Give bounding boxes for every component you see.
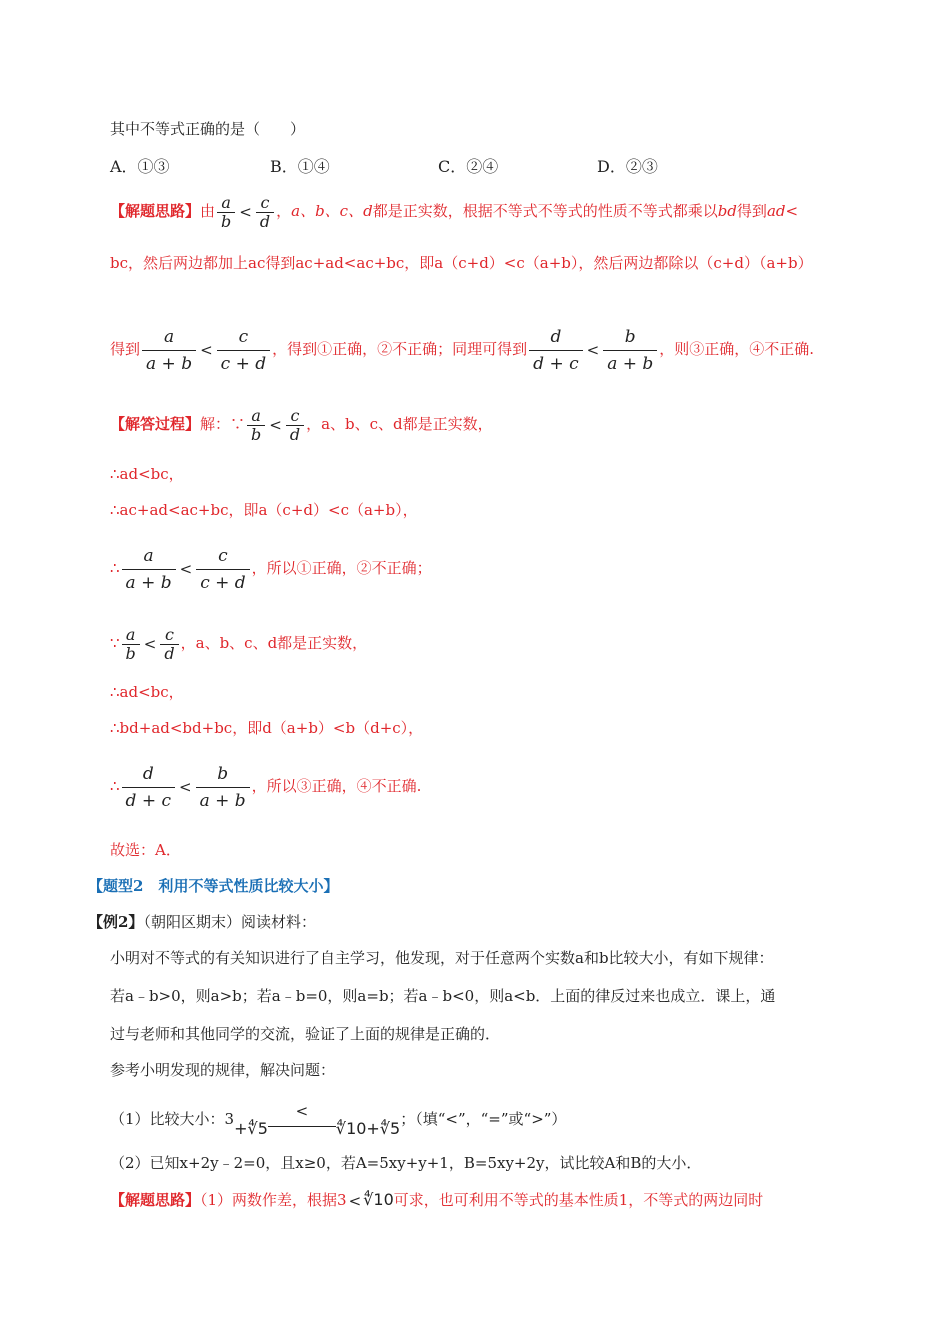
example-q1 (110, 1096, 566, 1144)
less-than: < (239, 203, 252, 221)
thinking2-line (110, 1187, 763, 1214)
process-label: 【解答过程】 (110, 415, 201, 433)
fraction-a-over-b: $\frac{a}{b}$ (217, 194, 235, 231)
thinking-ad: ad< (766, 202, 799, 220)
process-s5: ，a、b、c、d都是正实数， (180, 634, 368, 652)
option-c: C．②④ (438, 157, 499, 176)
thinking-p1: 由 (200, 202, 216, 220)
process-line-5 (110, 622, 367, 665)
fraction-c-over-d: $\frac{c}{d}$ (160, 626, 178, 663)
thinking-label: 【解题思路】 (110, 202, 201, 220)
thinking-p1b: ， (276, 202, 292, 220)
less-than: < (179, 560, 193, 578)
thinking-line-1 (110, 190, 798, 233)
thinking-p3c: ，则③正确，④不正确. (659, 340, 815, 358)
q1-pre: （1）比较大小：3 (110, 1110, 235, 1128)
process-line-7: ∴bd+ad<bd+bc，即d（a+b）<b（d+c）， (110, 719, 424, 737)
process-line-9: 故选：A． (110, 841, 181, 859)
example-source: （朝阳区期末）阅读材料： (143, 913, 316, 931)
process-s1: ，a、b、c、d都是正实数， (306, 415, 493, 433)
fraction-d-over-d-plus-c: $\frac{d}{d + c}$ (529, 324, 582, 377)
thinking-bd: bd (717, 202, 737, 220)
fraction-c-over-d: $\frac{c}{d}$ (256, 194, 274, 231)
fraction-c-over-c-plus-d: $\frac{c}{c + d}$ (217, 324, 270, 377)
process-s4: ，所以①正确，②不正确； (251, 559, 432, 577)
process-s8pre: ∴ (110, 777, 120, 795)
fraction-c-over-d: $\frac{c}{d}$ (286, 407, 304, 444)
fraction-a-over-a-plus-b: $\frac{a}{a + b}$ (142, 324, 196, 377)
thinking2-root: ∜10 (363, 1190, 394, 1209)
thinking2-text-b: 可求，也可利用不等式的基本性质1，不等式的两边同时 (393, 1191, 764, 1209)
example-para-1: 小明对不等式的有关知识进行了自主学习，他发现，对于任意两个实数a和b比较大小，有如下规律： (110, 949, 774, 967)
question-tail: 其中不等式正确的是（ ） (110, 120, 306, 138)
section-title: 【题型2 利用不等式性质比较大小】 (88, 877, 339, 895)
example-heading (88, 912, 316, 932)
q1-answer-blank[interactable]: < (268, 1096, 336, 1127)
q1-post: ；（填“<”，“=”或“>”） (400, 1110, 567, 1128)
less-than: < (348, 1192, 362, 1210)
process-s8: ，所以③正确，④不正确. (251, 777, 422, 795)
fraction-b-over-a-plus-b: $\frac{b}{a + b}$ (196, 761, 250, 814)
thinking-p3b: ，得到①正确，②不正确；同理可得到 (272, 340, 528, 358)
process-line-1 (110, 403, 493, 446)
thinking-p1c: 都是正实数，根据不等式不等式的性质不等式都乘以 (372, 202, 718, 220)
q1-right-root: ∜10+∜5 (335, 1119, 401, 1138)
fraction-a-over-b: $\frac{a}{b}$ (122, 626, 140, 663)
fraction-b-over-a-plus-b: $\frac{b}{a + b}$ (603, 324, 657, 377)
process-s5pre: ∵ (110, 634, 120, 652)
option-d: D．②③ (597, 157, 658, 176)
q1-left-root: +∜5 (234, 1119, 268, 1138)
process-jie: 解：∵ (200, 415, 246, 433)
less-than: < (269, 416, 282, 434)
process-line-4 (110, 542, 432, 596)
fraction-c-over-c-plus-d: $\frac{c}{c + d}$ (196, 543, 249, 596)
fraction-d-over-d-plus-c: $\frac{d}{d + c}$ (122, 761, 175, 814)
option-b: B．①④ (270, 157, 330, 176)
less-than: < (200, 341, 213, 359)
thinking-line-2: bc，然后两边都加上ac得到ac+ad<ac+bc，即a（c+d）<c（a+b），然后两边都除以（c+d）（a+b） (110, 254, 813, 272)
thinking-vars: a、b、c、d (291, 202, 373, 220)
thinking2-label: 【解题思路】 (110, 1191, 201, 1209)
option-a: A．①③ (110, 157, 170, 176)
example-q2: （2）已知x+2y﹣2=0，且x≥0，若A=5xy+y+1，B=5xy+2y，试比较A和B的大小． (110, 1154, 702, 1172)
example-label: 【例2】 (88, 913, 144, 931)
thinking-line-3 (110, 323, 814, 377)
example-para-2: 若a﹣b>0，则a>b；若a﹣b=0，则a=b；若a﹣b<0，则a<b．上面的律反过来也成立．课上，通 (110, 987, 776, 1005)
process-line-6: ∴ad<bc， (110, 683, 184, 701)
thinking-p1d: 得到 (736, 202, 767, 220)
process-line-8 (110, 760, 421, 814)
less-than: < (179, 778, 192, 796)
example-para-4: 参考小明发现的规律，解决问题： (110, 1061, 336, 1079)
example-para-3: 过与老师和其他同学的交流，验证了上面的规律是正确的． (110, 1025, 501, 1043)
thinking2-text-a: （1）两数作差，根据3 (200, 1191, 347, 1209)
process-line-3: ∴ac+ad<ac+bc，即a（c+d）<c（a+b）， (110, 501, 418, 519)
less-than: < (143, 635, 157, 653)
fraction-a-over-b: $\frac{a}{b}$ (247, 407, 265, 444)
thinking-p3a: 得到 (110, 340, 141, 358)
process-line-2: ∴ad<bc， (110, 465, 184, 483)
less-than: < (586, 341, 600, 359)
process-s4pre: ∴ (110, 559, 120, 577)
fraction-a-over-a-plus-b: $\frac{a}{a + b}$ (122, 543, 176, 596)
